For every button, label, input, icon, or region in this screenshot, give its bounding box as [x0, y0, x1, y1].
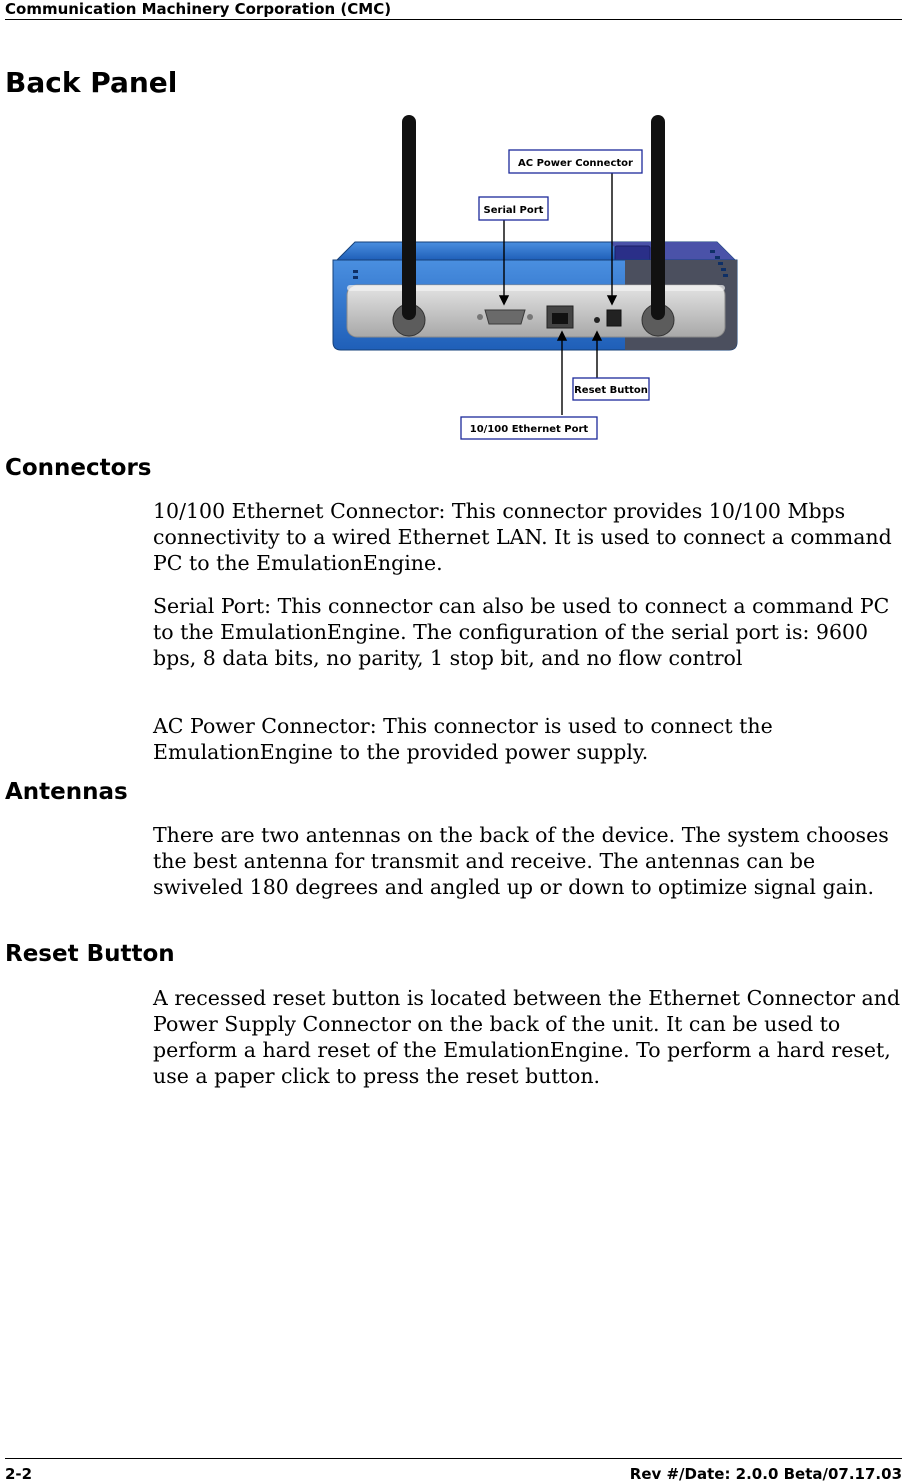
section-heading-antennas: Antennas: [5, 779, 128, 805]
paragraph-serial-port: Serial Port: This connector can also be used to connect a command PC to the EmulationEngine. The configuration of the serial port is: 9600 bps, 8 data bits, no parity, 1 stop bit, and no flow control: [153, 594, 890, 670]
callout-serial-port: [479, 197, 548, 220]
callout-serial-port-label: Serial Port: [483, 205, 544, 216]
callout-ethernet-port-label: 10/100 Ethernet Port: [469, 424, 589, 435]
callout-reset-button-label: Reset Button: [574, 385, 648, 396]
page-header: [5, 0, 902, 20]
paragraph-reset-button: A recessed reset button is located between the Ethernet Connector and Power Supply Connector on the back of the unit. It can be used to perform a hard reset of the EmulationEngine. To perform a hard reset, use a paper click to press the reset button.: [153, 986, 901, 1088]
page-footer: [5, 1458, 902, 1483]
right-antenna: [651, 115, 665, 320]
revision-date: Rev #/Date: 2.0.0 Beta/07.17.03: [629, 1465, 902, 1483]
ethernet-port: [547, 306, 573, 328]
section-heading-connectors: Connectors: [5, 455, 152, 481]
paragraph-ethernet-connector: 10/100 Ethernet Connector: This connector provides 10/100 Mbps connectivity to a wired Ethernet LAN. It is used to connect a command PC to the EmulationEngine.: [153, 499, 892, 575]
callout-ac-power-label: AC Power Connector: [518, 158, 633, 169]
paragraph-ac-power: AC Power Connector: This connector is used to connect the EmulationEngine to the provided power supply.: [153, 714, 773, 764]
callout-ac-power: [509, 150, 642, 173]
header-title: Communication Machinery Corporation (CMC): [5, 0, 392, 18]
page-number: 2-2: [5, 1465, 33, 1483]
back-panel-figure: [325, 110, 750, 445]
paragraph-antennas: There are two antennas on the back of the device. The system chooses the best antenna for transmit and receive. The antennas can be swiveled 180 degrees and angled up or down to optimize signal gain.: [153, 823, 889, 899]
left-antenna: [402, 115, 416, 320]
page-title: Back Panel: [5, 66, 178, 99]
callout-ethernet-port: [461, 417, 597, 439]
reset-button: [594, 317, 600, 323]
ac-power-connector: [607, 310, 621, 326]
callout-reset-button: [573, 378, 649, 400]
section-heading-reset-button: Reset Button: [5, 941, 175, 967]
router-chassis: [333, 242, 737, 350]
